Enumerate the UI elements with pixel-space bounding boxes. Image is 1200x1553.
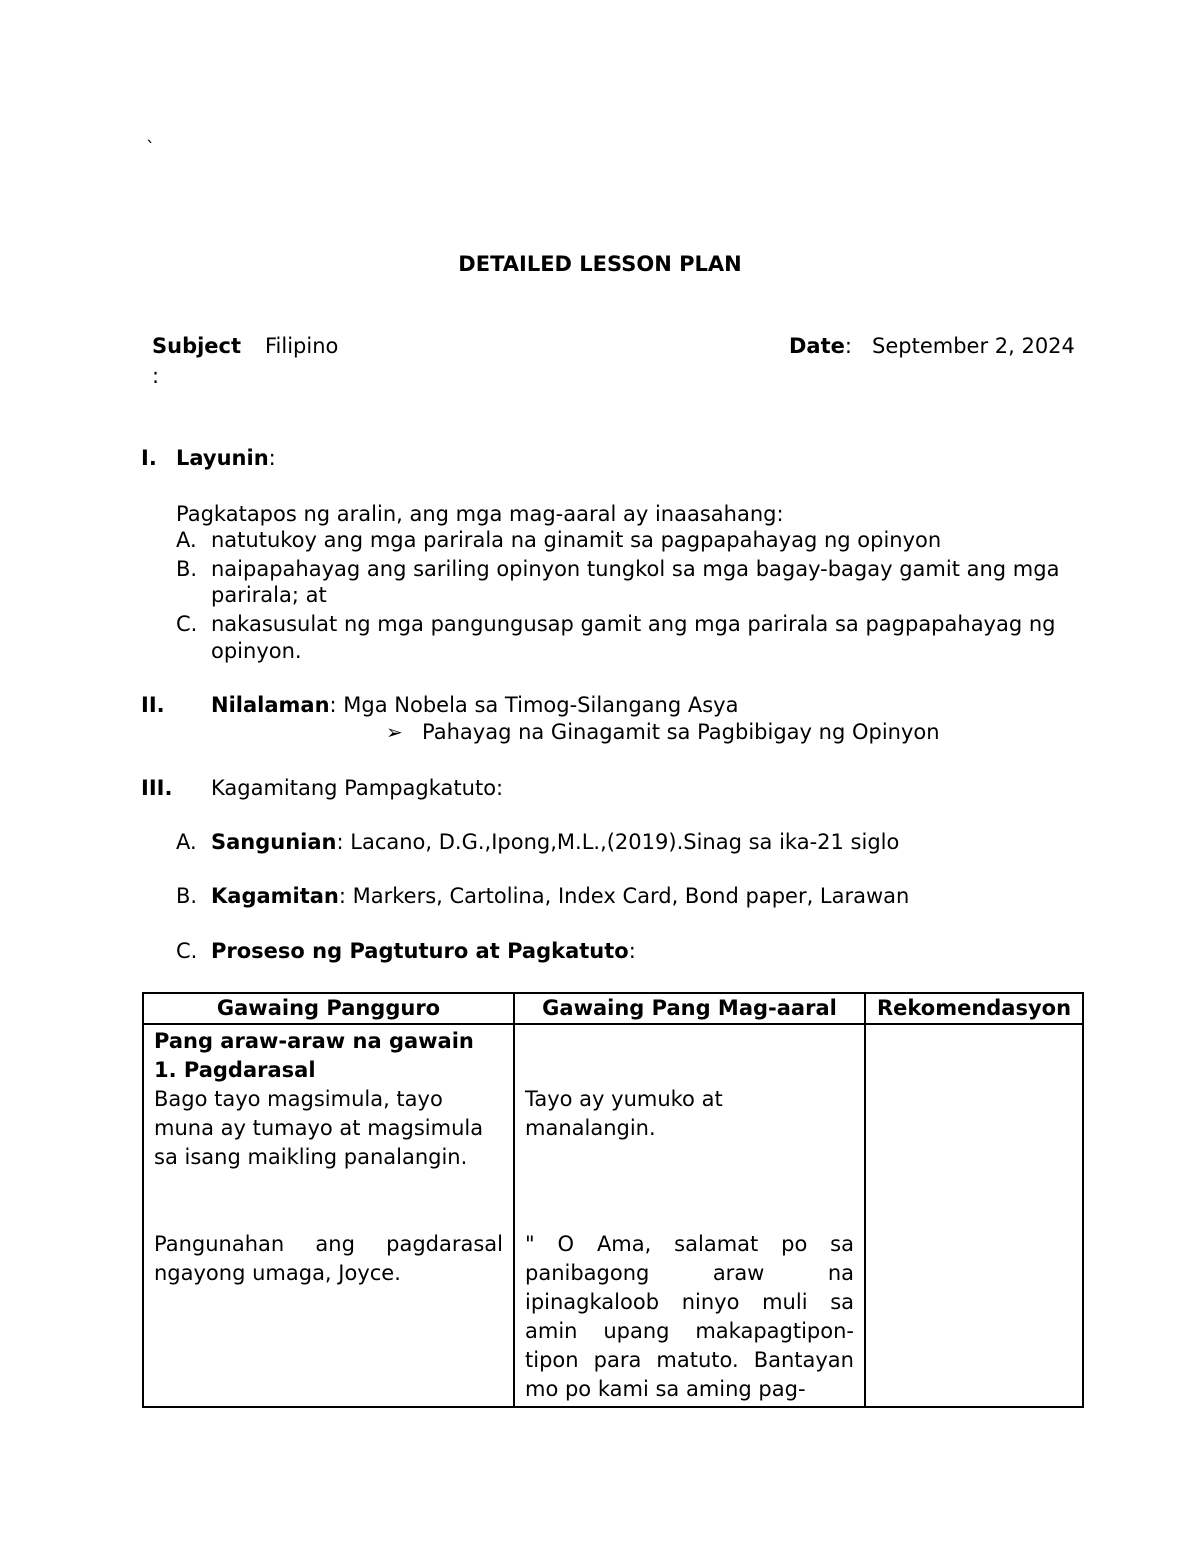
objective-a-letter: A. (176, 528, 197, 552)
page-title: DETAILED LESSON PLAN (458, 252, 742, 276)
objective-b-text: naipapahayag ang sariling opinyon tungkol sa mga bagay-bagay gamit ang mga (211, 557, 1060, 581)
date-colon: : (844, 334, 852, 358)
objective-c-letter: C. (176, 612, 198, 636)
subject-label: Subject (152, 334, 242, 358)
student-prayer-text: " O Ama, salamat po sa panibagong araw na ipinagkaloob ninyo muli sa amin upang makapagtipon-tipon para matuto. Bantayan mo po kami sa aming pag- (525, 1232, 854, 1401)
header-student-activity: Gawaing Pang Mag-aaral (514, 993, 865, 1024)
section-ii-numeral: II. (141, 693, 165, 717)
material-b (211, 884, 909, 908)
section-i-colon: : (268, 446, 276, 470)
material-c-letter: C. (176, 939, 198, 963)
material-a (211, 830, 899, 854)
objectives-intro: Pagkatapos ng aralin, ang mga mag-aaral ay inaasahang: (176, 502, 784, 526)
date-label: Date (789, 334, 845, 358)
objective-b-letter: B. (176, 557, 198, 581)
section-i-numeral: I. (141, 446, 157, 470)
subject-colon: : (152, 364, 160, 388)
section-iii-numeral: III. (141, 776, 173, 800)
material-a-letter: A. (176, 830, 197, 854)
material-c-label: Proseso ng Pagtuturo at Pagkatuto (211, 939, 629, 963)
material-a-value: : Lacano, D.G.,Ipong,M.L.,(2019).Sinag sa ika-21 siglo (336, 830, 900, 854)
date-value: September 2, 2024 (872, 334, 1075, 358)
material-b-label: Kagamitan (211, 884, 339, 908)
section-ii-bullet: Pahayag na Ginagamit sa Pagbibigay ng Opinyon (422, 720, 940, 744)
daily-routine-heading: Pang araw-araw na gawain (154, 1029, 474, 1053)
teacher-prayer-intro: Bago tayo magsimula, tayo muna ay tumayo at magsimula sa isang maikling panalangin. (154, 1087, 484, 1169)
prayer-subheading: 1. Pagdarasal (154, 1058, 316, 1082)
material-c-value: : (628, 939, 636, 963)
material-b-letter: B. (176, 884, 198, 908)
section-i-title: Layunin (176, 446, 269, 470)
section-ii-value: : Mga Nobela sa Timog-Silangang Asya (329, 693, 739, 717)
objective-a-text: natutukoy ang mga parirala na ginamit sa pagpapahayag ng opinyon (211, 528, 942, 552)
objective-b-text-cont: parirala; at (211, 583, 327, 607)
table-header-row (143, 993, 1083, 1024)
table-row (143, 1024, 1083, 1407)
section-ii-line (211, 693, 738, 717)
student-activity-cell (514, 1024, 865, 1407)
subject-value: Filipino (265, 334, 339, 358)
material-c (211, 939, 636, 963)
arrow-bullet-icon: ➢ (386, 720, 403, 744)
header-recommendation: Rekomendasyon (865, 993, 1083, 1024)
section-iii-title: Kagamitang Pampagkatuto: (211, 776, 504, 800)
student-prayer-response: Tayo ay yumuko at manalangin. (525, 1087, 723, 1140)
objective-c-text: nakasusulat ng mga pangungusap gamit ang mga parirala sa pagpapahayag ng (211, 612, 1056, 636)
material-a-label: Sangunian (211, 830, 337, 854)
section-i-heading (176, 446, 276, 470)
date-field (789, 334, 852, 358)
material-b-value: : Markers, Cartolina, Index Card, Bond paper, Larawan (338, 884, 910, 908)
objective-c-text-cont: opinyon. (211, 639, 302, 663)
lesson-process-table (142, 992, 1084, 1408)
teacher-prayer-lead: Pangunahan ang pagdarasal ngayong umaga, Joyce. (154, 1232, 503, 1285)
header-mark: ` (146, 138, 155, 159)
section-ii-title: Nilalaman (211, 693, 330, 717)
recommendation-cell (865, 1024, 1083, 1407)
teacher-activity-cell (143, 1024, 514, 1407)
header-teacher-activity: Gawaing Pangguro (143, 993, 514, 1024)
